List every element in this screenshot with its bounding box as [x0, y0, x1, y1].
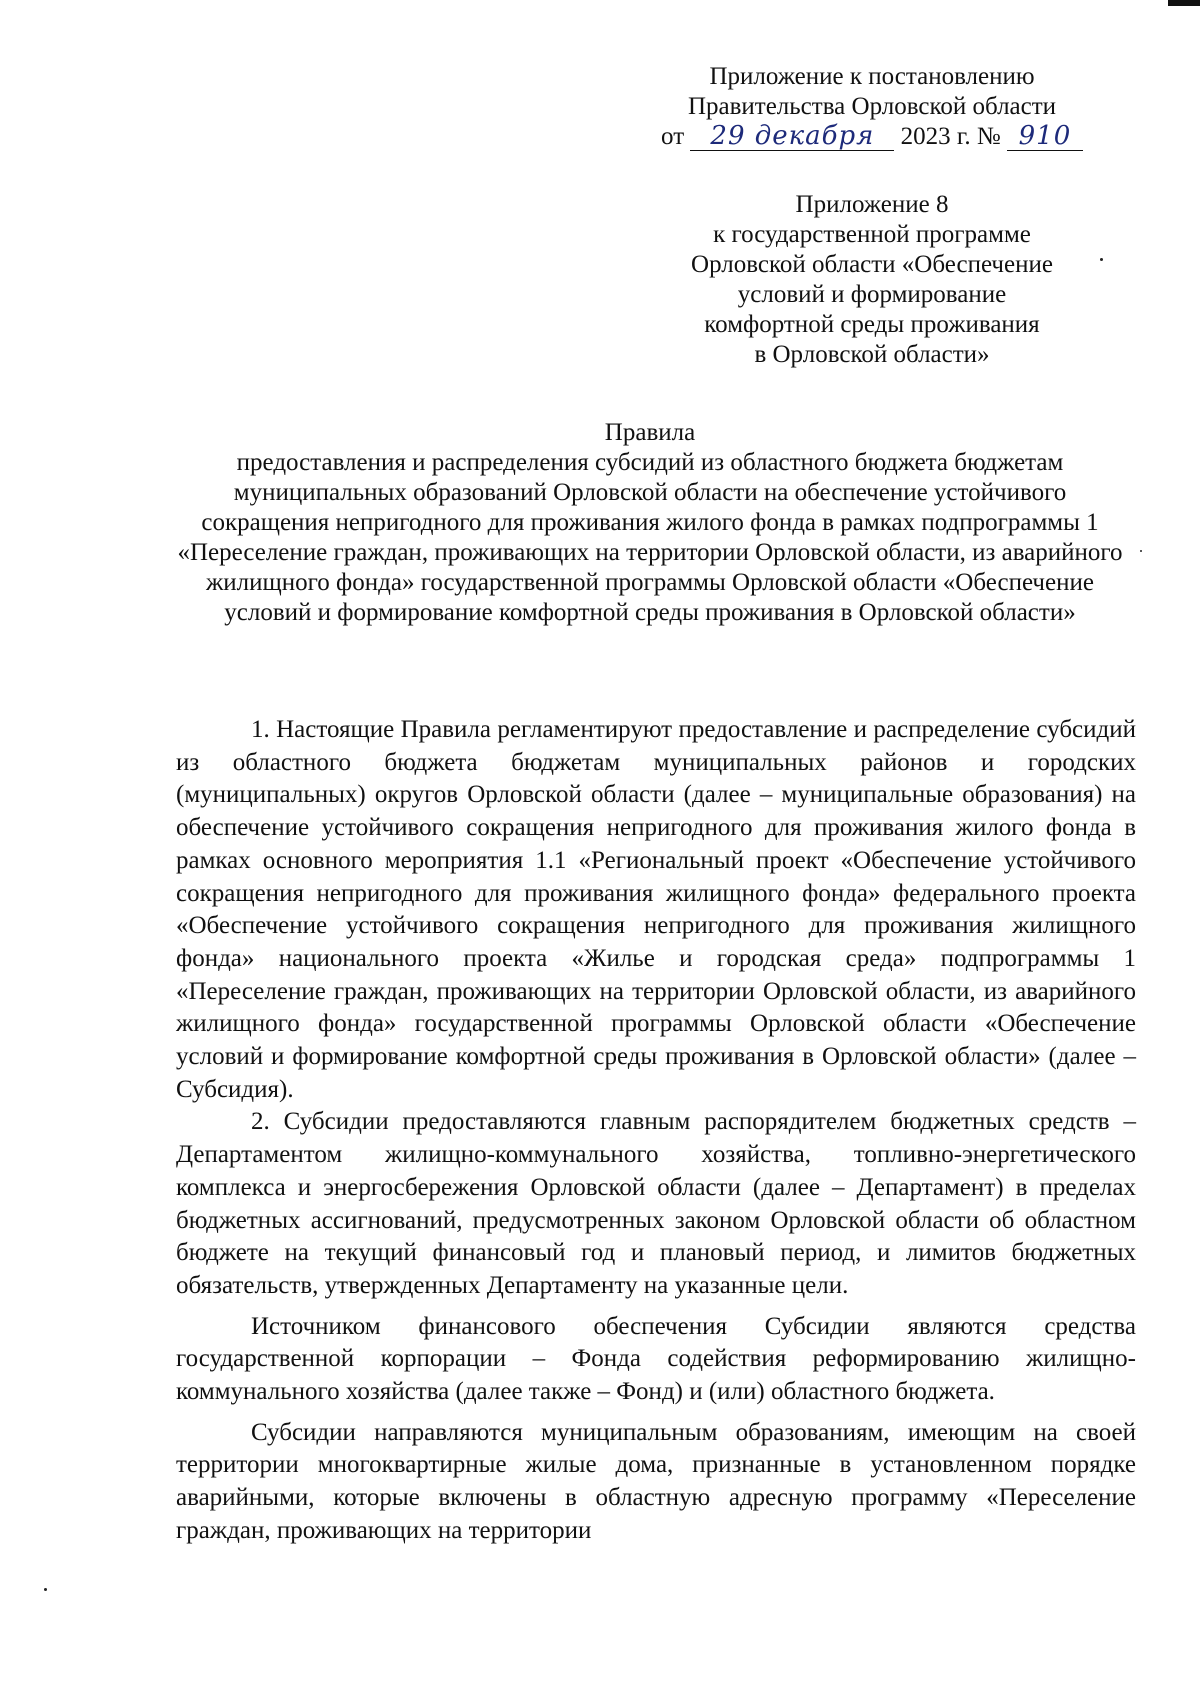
appendix-line: в Орловской области» — [754, 341, 990, 368]
document-body — [176, 714, 1136, 1548]
appendix-header — [612, 190, 1132, 370]
approval-line-2: Правительства Орловской области — [687, 93, 1057, 120]
paragraph-1: 1. Настоящие Правила регламентируют предоставление и распределение субсидий из областного бюджета бюджетам муниципальных районов и городских (муниципальных) округов Орловской области (далее – муниципальные образования) на обеспечение устойчивого сокращения непригодного для проживания жилого фонда в рамках основного мероприятия 1.1 «Региональный проект «Обеспечение устойчивого сокращения непригодного для проживания жилищного фонда» федерального проекта «Обеспечение устойчивого сокращения непригодного для проживания жилищного фонда» национального проекта «Жилье и городская среда» подпрограммы 1 «Переселение граждан, проживающих на территории Орловской области, из аварийного жилищного фонда» государственной программы Орловской области «Обеспечение условий и формирование комфортной среды проживания в Орловской области» (далее – Субсидия). — [176, 716, 1136, 1103]
scan-speck — [1100, 258, 1103, 261]
appendix-line: комфортной среды проживания — [704, 311, 1040, 338]
approval-date-line — [612, 122, 1132, 152]
approval-header — [612, 62, 1132, 152]
rules-title-block — [170, 418, 1130, 628]
date-prefix: от — [661, 123, 685, 150]
scan-speck — [44, 1588, 47, 1591]
paragraph-2: 2. Субсидии предоставляются главным распорядителем бюджетных средств – Департаментом жилищно-коммунального хозяйства, топливно-энергетического комплекса и энергосбережения Орловской области (далее – Департамент) в пределах бюджетных ассигнований, предусмотренных законом Орловской области об областном бюджете на текущий финансовый год и плановый период, и лимитов бюджетных обязательств, утвержденных Департаменту на указанные цели. — [176, 1108, 1136, 1299]
approval-line-1: Приложение к постановлению — [709, 63, 1035, 90]
year-number-label: 2023 г. № — [900, 123, 1001, 150]
scan-corner-mark — [1168, 0, 1200, 6]
rules-subtitle: предоставления и распределения субсидий из областного бюджета бюджетам муниципальных образований Орловской области на обеспечение устойчивого сокращения непригодного для проживания жилого фонда в рамках подпрограммы 1 «Переселение граждан, проживающих на территории Орловской области, из аварийного жилищного фонда» государственной программы Орловской области «Обеспечение условий и формирование комфортной среды проживания в Орловской области» — [177, 449, 1123, 626]
appendix-line: Приложение 8 — [795, 191, 949, 218]
handwritten-date: 29 декабря — [690, 123, 894, 151]
paragraph-3: Источником финансового обеспечения Субсидии являются средства государственной корпорации – Фонда содействия реформированию жилищно-коммунального хозяйства (далее также – Фонд) и (или) областного бюджета. — [176, 1312, 1136, 1406]
appendix-line: к государственной программе — [713, 221, 1031, 248]
handwritten-number: 910 — [1007, 123, 1083, 151]
scan-speck — [1140, 550, 1142, 552]
rules-heading: Правила — [604, 419, 696, 446]
appendix-line: Орловской области «Обеспечение — [691, 251, 1053, 278]
appendix-line: условий и формирование — [737, 281, 1007, 308]
paragraph-4: Субсидии направляются муниципальным образованиям, имеющим на своей территории многоквартирные жилые дома, признанные в установленном порядке аварийными, которые включены в областную адресную программу «Переселение граждан, проживающих на территории — [176, 1418, 1136, 1544]
